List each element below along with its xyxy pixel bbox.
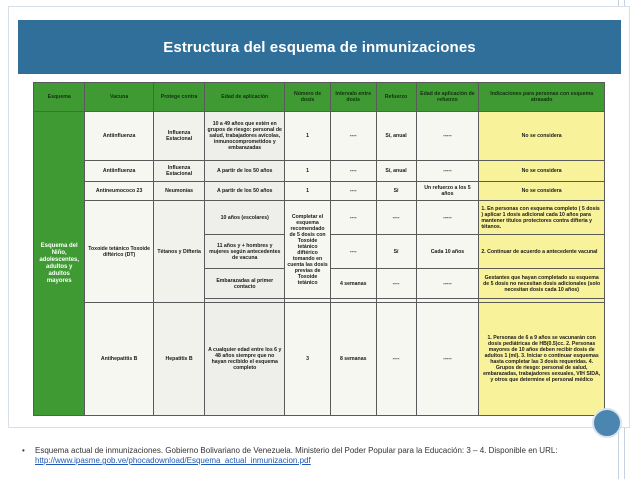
table-row <box>34 303 605 416</box>
cell-refuerzo: ---- <box>376 268 416 299</box>
cell-num: 1 <box>285 181 331 200</box>
cell-vacuna: Antiinfluenza <box>85 112 154 161</box>
cell-indicaciones: No se considera <box>479 112 605 161</box>
scheme-label: Esquema del Niño, adolescentes, adultos y adultos mayores <box>34 112 85 416</box>
table-row <box>34 112 605 161</box>
header-edad: Edad de aplicación <box>205 83 285 112</box>
table-row <box>34 181 605 200</box>
cell-protege: Tétanos y Difteria <box>153 200 204 302</box>
cell-vacuna: Antiinfluenza <box>85 161 154 181</box>
cell-edad: 10 años (escolares) <box>205 200 285 235</box>
cell-indicaciones: 1. En personas con esquema completo ( 5 dosis ) aplicar 1 dosis adicional cada 10 años para mantener títulos protectores contra difteria y tétanos. <box>479 200 605 235</box>
cell-intervalo: ---- <box>330 112 376 161</box>
cell-edad-refuerzo: ----- <box>416 268 479 299</box>
cell-indicaciones: 1. Personas de 6 a 9 años se vacunarán con dosis pediátricas de HB(0.5)cc. 2. Personas mayores de 10 años deben recibir dosis de adultos 1 (ml). 3. Iniciar o continuar esquemas hasta completar las 3 dosis requeridas. 4. Grupos de riesgo: personal de salud, embarazadas, trabajadores sexuales, VIH SIDA, y otros que determine el personal médico <box>479 303 605 416</box>
footnote-text <box>35 446 622 466</box>
cell-edad: A partir de los 50 años <box>205 181 285 200</box>
cell-edad: A cualquier edad entre los 6 y 48 años siempre que no hayan recibido el esquema completo <box>205 303 285 416</box>
cell-intervalo: 4 semanas <box>330 268 376 299</box>
header-vacuna: Vacuna <box>85 83 154 112</box>
header-refuerzo: Refuerzo <box>376 83 416 112</box>
cell-edad-refuerzo: ----- <box>416 303 479 416</box>
cell-protege: Influenza Estacional <box>153 112 204 161</box>
cell-refuerzo: ---- <box>376 200 416 235</box>
table-header-row <box>34 83 605 112</box>
cell-edad-refuerzo: ----- <box>416 200 479 235</box>
header-intervalo: Intervalo entre dosis <box>330 83 376 112</box>
cell-edad: Embarazadas al primer contacto <box>205 268 285 299</box>
cell-protege: Hepatitis B <box>153 303 204 416</box>
cell-indicaciones: 2. Continuar de acuerdo a antecedente vacunal <box>479 235 605 268</box>
cell-protege: Neumonías <box>153 181 204 200</box>
header-esquema: Esquema <box>34 83 85 112</box>
cell-refuerzo: Sí <box>376 181 416 200</box>
cell-intervalo: ---- <box>330 161 376 181</box>
cell-num: 3 <box>285 303 331 416</box>
immunization-table <box>33 82 605 416</box>
cell-edad-refuerzo: ----- <box>416 161 479 181</box>
cell-refuerzo: ---- <box>376 303 416 416</box>
title-bar <box>18 20 621 74</box>
cell-edad-refuerzo: Un refuerzo a los 5 años <box>416 181 479 200</box>
slide-number-badge <box>592 408 622 438</box>
cell-edad: 11 años y + hombres y mujeres según antecedentes de vacuna <box>205 235 285 268</box>
bullet-mark: • <box>22 446 25 455</box>
cell-protege: Influenza Estacional <box>153 161 204 181</box>
cell-intervalo: ---- <box>330 200 376 235</box>
footnote-link[interactable]: http://www.ipasme.gob.ve/phocadownload/Esquema_actual_inmunizacion.pdf <box>35 456 311 465</box>
header-edad-refuerzo: Edad de aplicación de refuerzo <box>416 83 479 112</box>
cell-indicaciones: No se considera <box>479 181 605 200</box>
cell-edad: 10 a 49 años que estén en grupos de riesgo: personal de salud, trabajadores avícolas, inmunocomprometidos y embarazadas <box>205 112 285 161</box>
slide-title: Estructura del esquema de inmunizaciones <box>163 38 476 56</box>
cell-intervalo: ---- <box>330 181 376 200</box>
cell-vacuna: Antineumococo 23 <box>85 181 154 200</box>
table-row <box>34 161 605 181</box>
cell-refuerzo: Sí <box>376 235 416 268</box>
cell-refuerzo: Sí, anual <box>376 161 416 181</box>
cell-num: 1 <box>285 161 331 181</box>
footnote-citation: Esquema actual de inmunizaciones. Gobierno Bolivariano de Venezuela. Ministerio del Poder Popular para la Educación: 3 – 4. Disponible en URL: <box>35 446 558 455</box>
cell-intervalo: ---- <box>330 235 376 268</box>
cell-intervalo: 8 semanas <box>330 303 376 416</box>
cell-refuerzo: Sí, anual <box>376 112 416 161</box>
header-indicaciones: Indicaciones para personas con esquema atrasado <box>479 83 605 112</box>
header-protege: Protege contra <box>153 83 204 112</box>
cell-num: 1 <box>285 112 331 161</box>
header-num-dosis: Número de dosis <box>285 83 331 112</box>
cell-num: Completar el esquema recomendado de 5 dosis con Toxoide tetánico diftérico tomando en cuenta las dosis previas de Toxoide tetánico <box>285 200 331 299</box>
cell-edad: A partir de los 50 años <box>205 161 285 181</box>
cell-edad-refuerzo: ----- <box>416 112 479 161</box>
cell-indicaciones: No se considera <box>479 161 605 181</box>
table-row <box>34 200 605 235</box>
cell-edad-refuerzo: Cada 10 años <box>416 235 479 268</box>
cell-vacuna: Antihepatitis B <box>85 303 154 416</box>
cell-indicaciones: Gestantes que hayan completado su esquema de 5 dosis no necesitan dosis adicionales (solo necesitan dosis cada 10 años) <box>479 268 605 299</box>
cell-vacuna: Toxoide tetánico Toxoide diftérico (DT) <box>85 200 154 302</box>
source-footnote <box>22 446 622 466</box>
